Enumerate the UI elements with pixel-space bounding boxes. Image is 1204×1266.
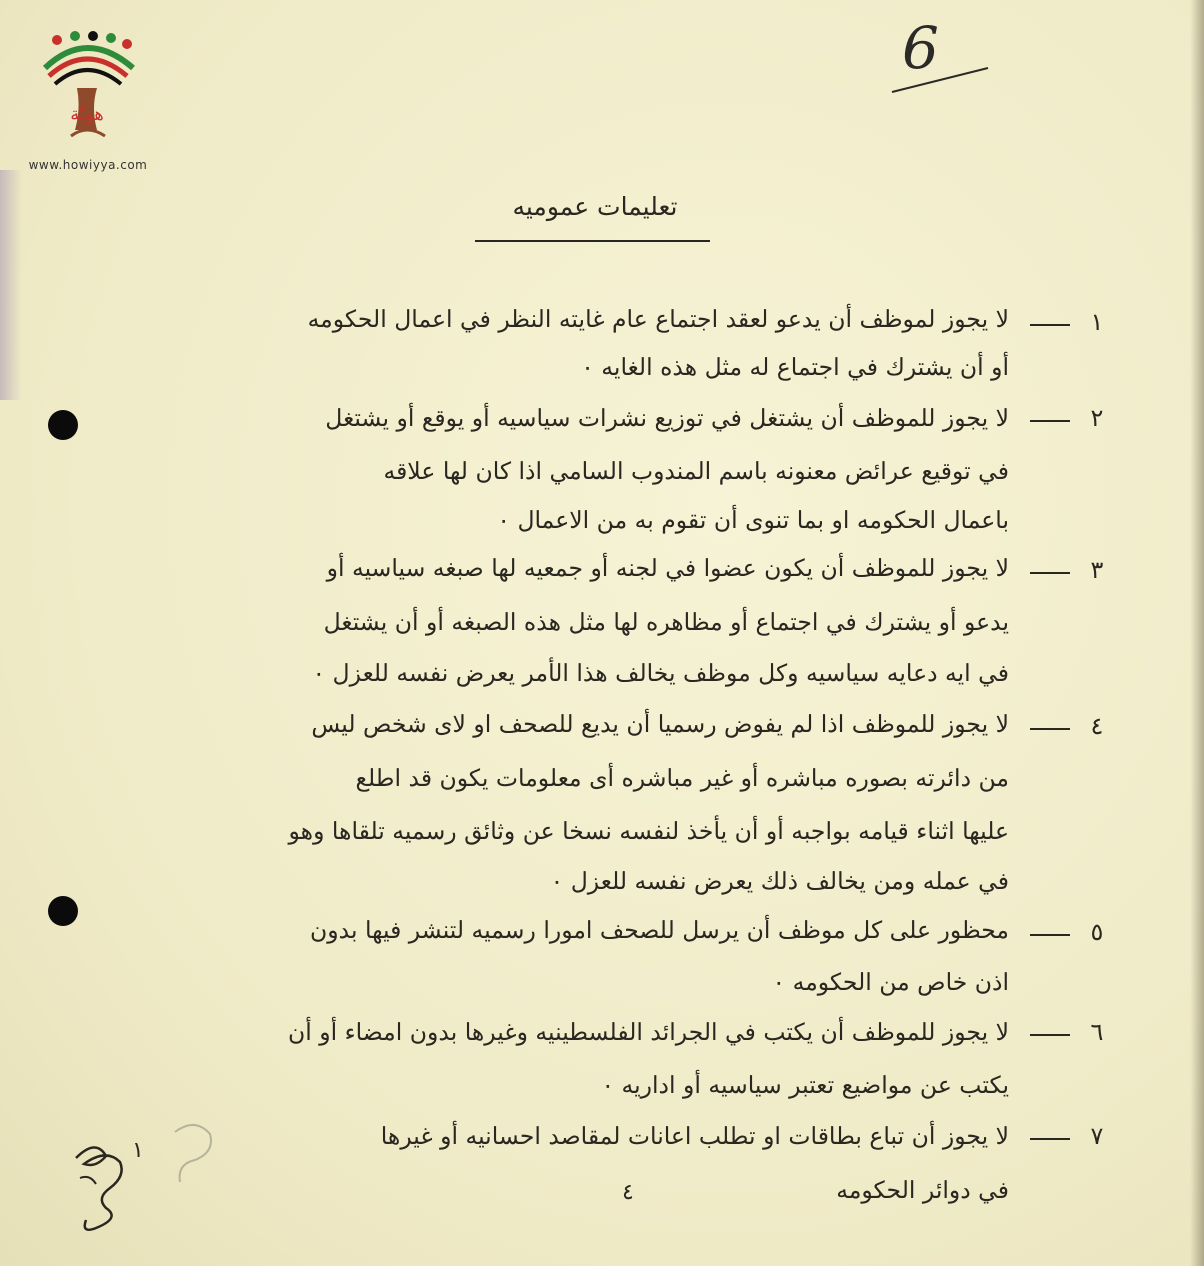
howiyya-logo[interactable] (28, 28, 148, 178)
item-number: ٢ (1090, 404, 1104, 432)
item-dash (1030, 728, 1070, 730)
item-dash (1030, 572, 1070, 574)
text-line: في عمله ومن يخالف ذلك يعرض نفسه للعزل ٠ (550, 867, 1009, 895)
text-line: محظور على كل موظف أن يرسل للصحف امورا رسميه لتنشر فيها بدون (310, 916, 1009, 944)
item-dash (1030, 324, 1070, 326)
text-line: في توقيع عرائض معنونه باسم المندوب السامي اذا كان لها علاقه (383, 457, 1009, 485)
page-title: تعليمات عموميه (512, 192, 678, 221)
svg-text:هويّة: هويّة (70, 104, 104, 125)
handwritten-signature-icon (66, 1128, 136, 1238)
item-number: ٥ (1090, 918, 1104, 946)
text-line: لا يجوز للموظف أن يكون عضوا في لجنه أو جمعيه لها صبغه سياسيه أو (326, 554, 1009, 582)
text-line: باعمال الحكومه او بما تنوى أن تقوم به من الاعمال ٠ (497, 506, 1009, 534)
punch-hole (48, 410, 78, 440)
item-dash (1030, 1138, 1070, 1140)
item-number: ٣ (1090, 556, 1104, 584)
text-line: عليها اثناء قيامه بواجبه أو أن يأخذ لنفسه نسخا عن وثائق رسميه تلقاها وهو (288, 817, 1009, 845)
punch-hole (48, 896, 78, 926)
text-line: لا يجوز للموظف اذا لم يفوض رسميا أن يديع للصحف او لاى شخص ليس (311, 710, 1009, 738)
faded-stamp-icon (165, 1112, 225, 1192)
tree-logo-icon (35, 28, 140, 148)
text-line: في دوائر الحكومه (836, 1176, 1009, 1204)
text-line: اذن خاص من الحكومه ٠ (772, 968, 1009, 996)
margin-mark: ١ (132, 1138, 144, 1163)
item-number: ٦ (1090, 1018, 1104, 1046)
footer-page-number: ٤ (622, 1180, 634, 1205)
text-line: أو أن يشترك في اجتماع له مثل هذه الغايه ٠ (581, 353, 1009, 381)
text-line: لا يجوز للموظف أن يشتغل في توزيع نشرات سياسيه أو يوقع أو يشتغل (325, 404, 1009, 432)
text-line: يكتب عن مواضيع تعتبر سياسيه أو اداريه ٠ (601, 1071, 1009, 1099)
title-underline (475, 240, 710, 242)
text-line: لا يجوز أن تباع بطاقات او تطلب اعانات لمقاصد احسانيه أو غيرها (380, 1122, 1009, 1150)
text-line: لا يجوز لموظف أن يدعو لعقد اجتماع عام غايته النظر في اعمال الحكومه (307, 305, 1009, 333)
item-number: ١ (1090, 308, 1104, 336)
text-line: يدعو أو يشترك في اجتماع أو مظاهره لها مثل هذه الصبغه أو أن يشتغل (323, 608, 1009, 636)
paper-edge-shadow (1190, 0, 1204, 1266)
logo-url-text[interactable]: www.howiyya.com (28, 158, 148, 172)
paper-stain (0, 170, 22, 400)
handwritten-page-number: 6 (880, 20, 1000, 100)
text-line: في ايه دعايه سياسيه وكل موظف يخالف هذا الأمر يعرض نفسه للعزل ٠ (312, 659, 1009, 687)
item-dash (1030, 934, 1070, 936)
item-dash (1030, 420, 1070, 422)
item-number: ٤ (1090, 712, 1104, 740)
underline-stroke (880, 20, 1000, 100)
item-number: ٧ (1090, 1122, 1104, 1150)
text-line: لا يجوز للموظف أن يكتب في الجرائد الفلسطينيه وغيرها بدون امضاء أو أن (287, 1018, 1009, 1046)
text-line: من دائرته بصوره مباشره أو غير مباشره أى معلومات يكون قد اطلع (355, 764, 1009, 792)
item-dash (1030, 1034, 1070, 1036)
